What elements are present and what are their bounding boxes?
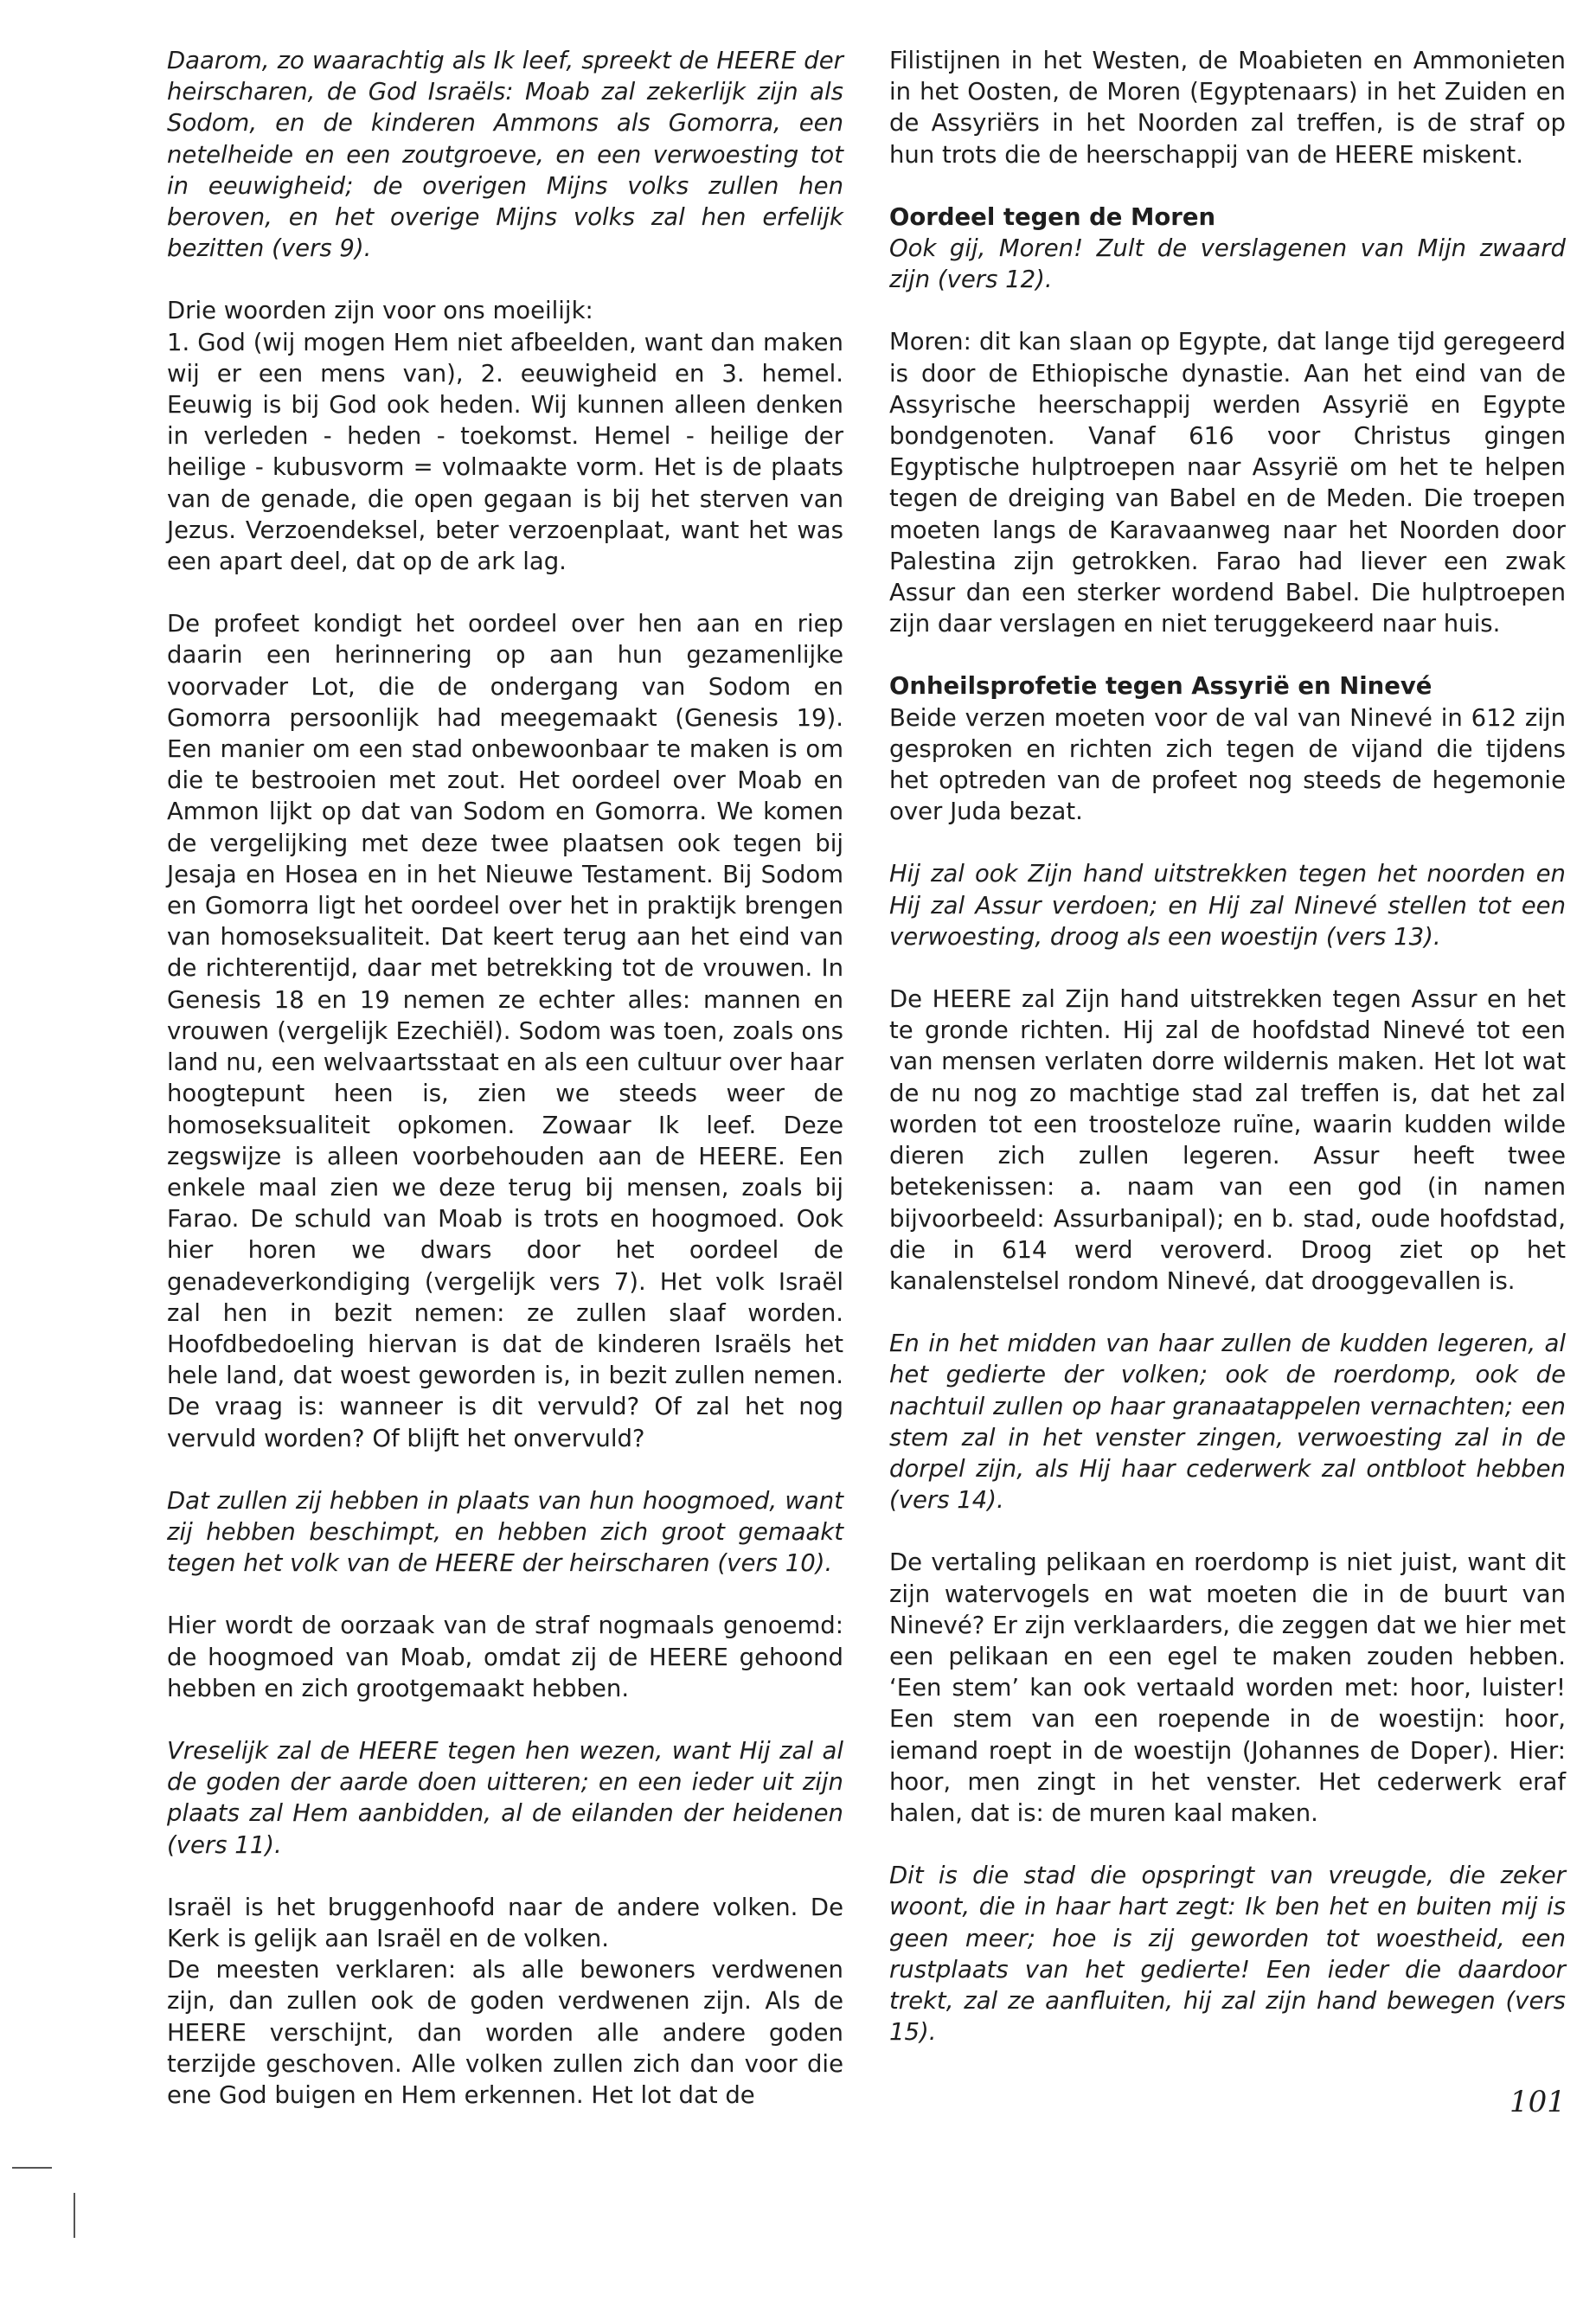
heere-paragraph: De HEERE zal Zijn hand uitstrekken tegen Assur en het te gronde richten. Hij zal de hoofdstad Ninevé tot een van mensen verlaten dorre wildernis maken. Het lot wat de nu nog zo machtige stad zal treffen is, dat het zal worden tot een troosteloze ruïne, waarin kudden wilde dieren zich zullen legeren. Assur heeft twee betekenissen: a. naam van een god (in namen bijvoorbeeld: Assurbanipal); en b. stad, oude hoofdstad, die in 614 werd veroverd. Droog ziet op het kanalenstelsel rondom Ninevé, dat drooggevallen is.	[889, 985, 1566, 1295]
crop-mark-horizontal	[12, 2167, 52, 2169]
israel-paragraph: Israël is het bruggenhoofd naar de andere volken. De Kerk is gelijk aan Israël en de volken.	[167, 1893, 843, 1952]
quote-vers-14: En in het midden van haar zullen de kudden legeren, al het gedierte der volken; ook de roerdomp, ook de nachtuil zullen op haar granaatappelen vernachten; een stem zal in het venster zingen, verwoesting zal in de dorpel zijn, als Hij haar cederwerk zal ontbloot hebben (vers 14).	[889, 1330, 1566, 1515]
quote-vers-9: Daarom, zo waarachtig als Ik leef, spreekt de HEERE der heirscharen, de God Israëls: Moab zal zekerlijk zijn als Sodom, en de kinderen Ammons als Gomorra, een netelheide en een zoutgroeve, en een verwoesting tot in eeuwigheid; de overigen Mijns volks zullen hen beroven, en het overige Mijns volks zal hen erfelijk bezitten (vers 9).	[167, 47, 843, 263]
left-column	[167, 45, 843, 2111]
crop-mark-vertical	[74, 2193, 75, 2238]
right-column	[889, 45, 1566, 2048]
drie-woorden-intro: Drie woorden zijn voor ons moeilijk:	[167, 297, 593, 325]
heading-moren: Oordeel tegen de Moren	[889, 202, 1216, 231]
quote-vers-15: Dit is die stad die opspringt van vreugde, die zeker woont, die in haar hart zegt: Ik ben het en buiten mij is geen meer; hoe is zij geworden tot woestheid, een rustplaats van het gedierte! Een ieder die daardoor trekt, zal ze aanfluiten, hij zal zijn hand bewegen (vers 15).	[889, 1862, 1566, 2047]
vertaling-paragraph: De vertaling pelikaan en roerdomp is niet juist, want dit zijn watervogels en wat moeten die in de buurt van Ninevé? Er zijn verklaarders, die zeggen dat we hier met een pelikaan en een egel te maken zouden hebben. ‘Een stem’ kan ook vertaald worden met: hoor, luister! Een stem van een roepende in de woestijn: hoor, iemand roept in de woestijn (Johannes de Doper). Hier: hoor, men zingt in het venster. Het cederwerk eraf halen, dat is: de muren kaal maken.	[889, 1548, 1566, 1827]
meesten-paragraph: De meesten verklaren: als alle bewoners verdwenen zijn, dan zullen ook de goden verdwenen zijn. Als de HEERE verschijnt, dan worden alle andere goden terzijde geschoven. Alle volken zullen zich dan voor die ene God buigen en Hem erkennen. Het lot dat de	[167, 1956, 843, 2109]
page-number: 101	[1509, 2085, 1566, 2119]
profeet-paragraph: De profeet kondigt het oordeel over hen aan en riep daarin een herinnering op aan hun gezamenlijke voorvader Lot, die de ondergang van Sodom en Gomorra persoonlijk had meegemaakt (Genesis 19). Een manier om een stad onbewoonbaar te maken is om die te bestrooien met zout. Het oordeel over Moab en Ammon lijkt op dat van Sodom en Gomorra. We komen de vergelijking met deze twee plaatsen ook tegen bij Jesaja en Hosea en in het Nieuwe Testament. Bij Sodom en Gomorra ligt het oordeel over het in praktijk brengen van homoseksualiteit. Dat keert terug aan het eind van de richterentijd, daar met betrekking tot de vrouwen. In Genesis 18 en 19 nemen ze echter alles: mannen en vrouwen (vergelijk Ezechiël). Sodom was toen, zoals ons land nu, een welvaartsstaat en als een cultuur over haar hoogtepunt heen is, zien we steeds weer de homoseksualiteit opkomen. Zowaar Ik leef. Deze zegswijze is alleen voorbehouden aan de HEERE. Een enkele maal zien we deze terug bij mensen, zoals bij Farao. De schuld van Moab is trots en hoogmoed. Ook hier horen we dwars door het oordeel de genadeverkondiging (vergelijk vers 7). Het volk Israël zal hen in bezit nemen: ze zullen slaaf worden. Hoofdbedoeling hiervan is dat de kinderen Israëls het hele land, dat woest geworden is, in bezit zullen nemen. De vraag is: wanneer is dit vervuld? Of zal het nog vervuld worden? Of blijft het onvervuld?	[167, 610, 843, 1452]
continuation-paragraph: Filistijnen in het Westen, de Moabieten en Ammonieten in het Oosten, de Moren (Egyptenaars) in het Zuiden en de Assyriërs in het Noorden zal treffen, is de straf op hun trots die de heerschappij van de HEERE miskent.	[889, 47, 1566, 169]
quote-vers-10: Dat zullen zij hebben in plaats van hun hoogmoed, want zij hebben beschimpt, en hebben zich groot gemaakt tegen het volk van de HEERE der heirscharen (vers 10).	[167, 1486, 843, 1578]
quote-vers-11: Vreselijk zal de HEERE tegen hen wezen, want Hij zal al de goden der aarde doen uitteren; en een ieder uit zijn plaats zal Hem aanbidden, al de eilanden der heidenen (vers 11).	[167, 1736, 843, 1859]
heading-assyrie: Onheilsprofetie tegen Assyrië en Ninevé	[889, 672, 1433, 701]
oorzaak-paragraph: Hier wordt de oorzaak van de straf nogmaals genoemd: de hoogmoed van Moab, omdat zij de HEERE gehoond hebben en zich grootgemaakt hebben.	[167, 1612, 843, 1702]
assyrie-paragraph: Beide verzen moeten voor de val van Ninevé in 612 zijn gesproken en richten zich tegen de vijand die tijdens het optreden van de profeet nog steeds de hegemonie over Juda bezat.	[889, 703, 1566, 826]
drie-woorden-body: 1. God (wij mogen Hem niet afbeelden, want dan maken wij er een mens van), 2. eeuwigheid en 3. hemel. Eeuwig is bij God ook heden. Wij kunnen alleen denken in verleden - heden - toekomst. Hemel - heilige der heilige - kubusvorm = volmaakte vorm. Het is de plaats van de genade, die open gegaan is bij het sterven van Jezus. Verzoendeksel, beter verzoenplaat, want het was een apart deel, dat op de ark lag.	[167, 328, 843, 576]
quote-vers-13: Hij zal ook Zijn hand uitstrekken tegen het noorden en Hij zal Assur verdoen; en Hij zal Ninevé stellen tot een verwoesting, droog als een woestijn (vers 13).	[889, 860, 1566, 951]
quote-vers-12: Ook gij, Moren! Zult de verslagenen van Mijn zwaard zijn (vers 12).	[889, 234, 1566, 294]
moren-paragraph: Moren: dit kan slaan op Egypte, dat lange tijd geregeerd is door de Ethiopische dynastie. Aan het eind van de Assyrische heerschappij werden Assyrië en Egypte bondgenoten. Vanaf 616 voor Christus gingen Egyptische hulptroepen naar Assyrië om het te helpen tegen de dreiging van Babel en de Meden. Die troepen moeten langs de Karavaanweg naar het Noorden door Palestina zijn getrokken. Farao had liever een zwak Assur dan een sterker wordend Babel. Die hulptroepen zijn daar verslagen en niet teruggekeerd naar huis.	[889, 328, 1566, 638]
